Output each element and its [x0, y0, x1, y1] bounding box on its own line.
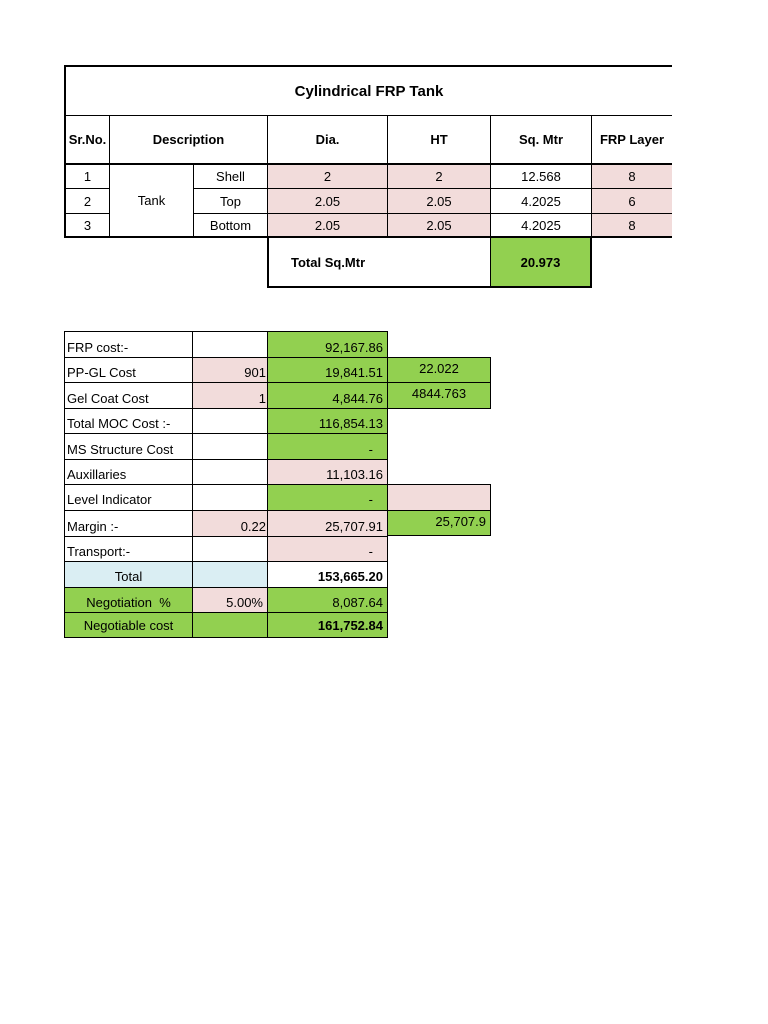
cost-value: -	[267, 433, 388, 460]
cost-extra	[387, 484, 491, 511]
cost-label: PP-GL Cost	[64, 357, 193, 383]
cell-part: Shell	[193, 164, 268, 189]
header-sr-no: Sr.No.	[64, 115, 110, 165]
cell-part: Top	[193, 188, 268, 214]
cost-label: Margin :-	[64, 510, 193, 537]
cost-label-negotiation: Negotiation %	[64, 587, 193, 613]
cell-sq-mtr: 12.568	[490, 164, 592, 189]
cost-label: Gel Coat Cost	[64, 382, 193, 409]
cost-label: FRP cost:-	[64, 331, 193, 358]
cost-value: 25,707.91	[267, 510, 388, 537]
cell-frp-layer: 6	[591, 188, 672, 214]
cost-value: 19,841.51	[267, 357, 388, 383]
cost-extra: 25,707.9	[387, 510, 491, 536]
cost-factor	[192, 484, 268, 511]
cell-sr: 1	[64, 164, 110, 189]
cost-value: 11,103.16	[267, 459, 388, 485]
cost-value: 92,167.86	[267, 331, 388, 358]
cost-label: Transport:-	[64, 536, 193, 562]
cost-factor	[192, 612, 268, 638]
cost-label-negotiable: Negotiable cost	[64, 612, 193, 638]
cell-sq-mtr: 4.2025	[490, 188, 592, 214]
header-frp-layer: FRP Layer	[591, 115, 672, 165]
cell-dia: 2.05	[267, 188, 388, 214]
cost-factor: 1	[192, 382, 268, 409]
header-sq-mtr: Sq. Mtr	[490, 115, 592, 165]
cost-value: -	[267, 484, 388, 511]
total-sq-mtr-value: 20.973	[490, 237, 592, 288]
table-title: Cylindrical FRP Tank	[64, 65, 672, 116]
cell-sq-mtr: 4.2025	[490, 213, 592, 238]
cost-label: Level Indicator	[64, 484, 193, 511]
cost-factor	[192, 561, 268, 588]
cost-value: -	[267, 536, 388, 562]
cell-ht: 2	[387, 164, 491, 189]
cell-dia: 2.05	[267, 213, 388, 238]
cost-label-total: Total	[64, 561, 193, 588]
header-dia: Dia.	[267, 115, 388, 165]
cost-factor	[192, 459, 268, 485]
cost-factor: 5.00%	[192, 587, 268, 613]
cell-group-tank: Tank	[109, 164, 194, 238]
cost-factor: 901	[192, 357, 268, 383]
cost-factor	[192, 536, 268, 562]
cost-value: 116,854.13	[267, 408, 388, 434]
cost-label: Total MOC Cost :-	[64, 408, 193, 434]
cost-factor	[192, 433, 268, 460]
cost-value: 4,844.76	[267, 382, 388, 409]
cost-factor	[192, 408, 268, 434]
cell-part: Bottom	[193, 213, 268, 238]
cell-sr: 2	[64, 188, 110, 214]
cost-extra: 22.022	[387, 357, 491, 383]
cost-value-negotiable: 161,752.84	[267, 612, 388, 638]
cost-value: 8,087.64	[267, 587, 388, 613]
cost-extra: 4844.763	[387, 382, 491, 409]
cell-frp-layer: 8	[591, 213, 672, 238]
cell-frp-layer: 8	[591, 164, 672, 189]
cost-label: MS Structure Cost	[64, 433, 193, 460]
header-description: Description	[109, 115, 268, 165]
cost-factor: 0.22	[192, 510, 268, 537]
cell-ht: 2.05	[387, 188, 491, 214]
header-ht: HT	[387, 115, 491, 165]
cell-ht: 2.05	[387, 213, 491, 238]
cost-factor	[192, 331, 268, 358]
cost-value-total: 153,665.20	[267, 561, 388, 588]
total-sq-mtr-label: Total Sq.Mtr	[267, 237, 491, 288]
cost-label: Auxillaries	[64, 459, 193, 485]
cell-dia: 2	[267, 164, 388, 189]
cell-sr: 3	[64, 213, 110, 238]
